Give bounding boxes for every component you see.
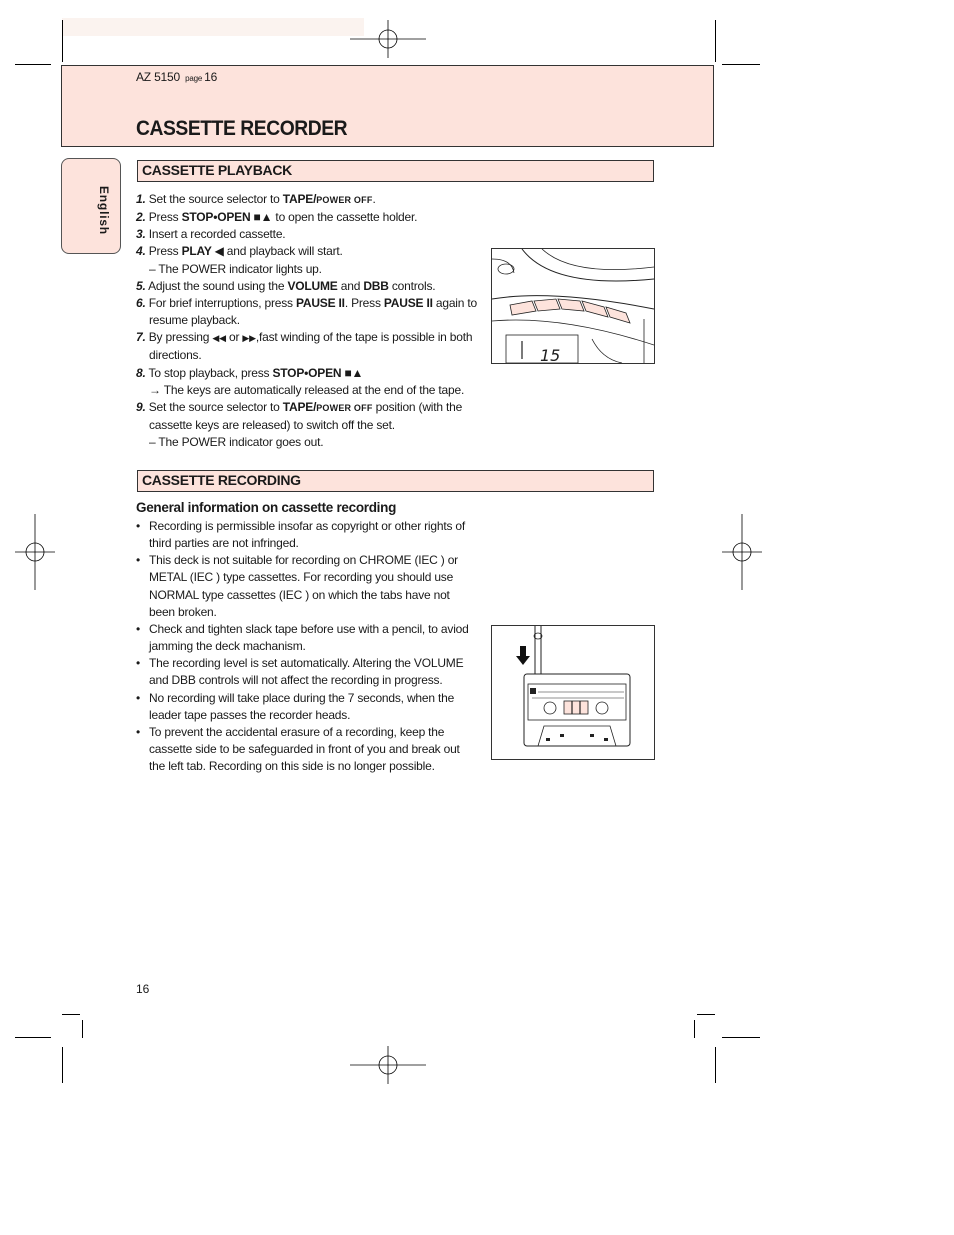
crop-mark — [62, 20, 63, 62]
crop-mark — [694, 1020, 695, 1038]
header-page-number: 16 — [204, 70, 218, 84]
registration-mark-right — [722, 514, 762, 590]
step-4-note: – The POWER indicator lights up. — [149, 261, 322, 276]
crop-mark — [715, 1047, 716, 1083]
cassette-pencil-drawing — [492, 626, 654, 759]
recording-subheading: General information on cassette recording — [136, 500, 397, 515]
crop-mark — [62, 1014, 80, 1015]
model-number: AZ 5150 — [136, 70, 180, 84]
step-3: 3. Insert a recorded cassette. — [136, 227, 286, 242]
page-title: CASSETTE RECORDER — [136, 117, 348, 140]
crop-mark — [722, 1037, 760, 1038]
cassette-pencil-illustration — [491, 625, 655, 760]
note-item: • Recording is permissible insofar as copyright or other rights of third parties are not infringed. — [136, 518, 476, 552]
step-8: 8. To stop playback, press STOP•OPEN ■▲ — [136, 365, 364, 380]
page-word: page — [185, 74, 203, 83]
cassette-icon — [524, 674, 630, 746]
note-item: • Check and tighten slack tape before use with a pencil, to aviod jamming the deck machanism. — [136, 621, 476, 655]
crop-mark — [15, 1037, 51, 1038]
step-1: 1. Set the source selector to TAPE/POWER OFF. — [136, 192, 376, 206]
cassette-keys — [510, 299, 630, 323]
language-tab — [61, 158, 121, 254]
step-2: 2. Press STOP•OPEN ■▲ to open the cassette holder. — [136, 210, 418, 225]
crop-mark — [15, 64, 51, 65]
playback-heading: CASSETTE PLAYBACK — [137, 160, 654, 182]
step-6: 6. For brief interruptions, press PAUSE II. Press PAUSE II again to resume playback. — [136, 295, 477, 328]
step-5: 5. Adjust the sound using the VOLUME and DBB controls. — [136, 278, 436, 293]
recording-heading: CASSETTE RECORDING — [137, 470, 654, 492]
step-8-note: → The keys are automatically released at the end of the tape. — [149, 382, 465, 397]
step-9: 9. Set the source selector to TAPE/POWER OFF position (with the cassette keys are released) to switch off the set. — [136, 399, 463, 433]
crop-mark — [722, 64, 760, 65]
recording-notes — [136, 518, 476, 775]
note-item: • The recording level is set automatically. Altering the VOLUME and DBB controls will not affect the recording in progress. — [136, 655, 476, 689]
registration-mark-bottom — [350, 1046, 426, 1084]
language-label: English — [97, 186, 111, 235]
cassette-deck-illustration — [491, 248, 655, 364]
crop-mark — [697, 1014, 715, 1015]
note-item: • To prevent the accidental erasure of a recording, keep the cassette side to be safeguarded in front of you and break out the left tab. Recording on this side is no longer possible. — [136, 724, 476, 775]
playback-steps — [136, 191, 490, 451]
model-line — [136, 70, 217, 84]
registration-mark-left — [15, 514, 55, 590]
note-item: • This deck is not suitable for recording on CHROME (IEC ) or METAL (IEC ) type cassettes. For recording you should use NORMAL type cassettes (IEC ) on which the tabs have not been broken. — [136, 552, 476, 621]
step-7: 7. By pressing ◀◀ or ▶▶,fast winding of the tape is possible in both directions. — [136, 330, 473, 363]
footer-page-number: 16 — [136, 982, 150, 996]
crop-mark — [62, 1047, 63, 1083]
down-arrow-icon — [516, 646, 530, 665]
cassette-deck-drawing — [492, 249, 654, 363]
crop-mark — [715, 20, 716, 62]
registration-mark-top — [350, 20, 426, 58]
crop-mark — [82, 1020, 83, 1038]
step-4: 4. Press PLAY ◀ and playback will start. — [136, 244, 343, 259]
step-9-note: – The POWER indicator goes out. — [149, 435, 324, 450]
top-color-band — [62, 18, 364, 36]
note-item: • No recording will take place during the 7 seconds, when the leader tape passes the recorder heads. — [136, 690, 476, 724]
deck-display: 15 — [540, 346, 561, 363]
